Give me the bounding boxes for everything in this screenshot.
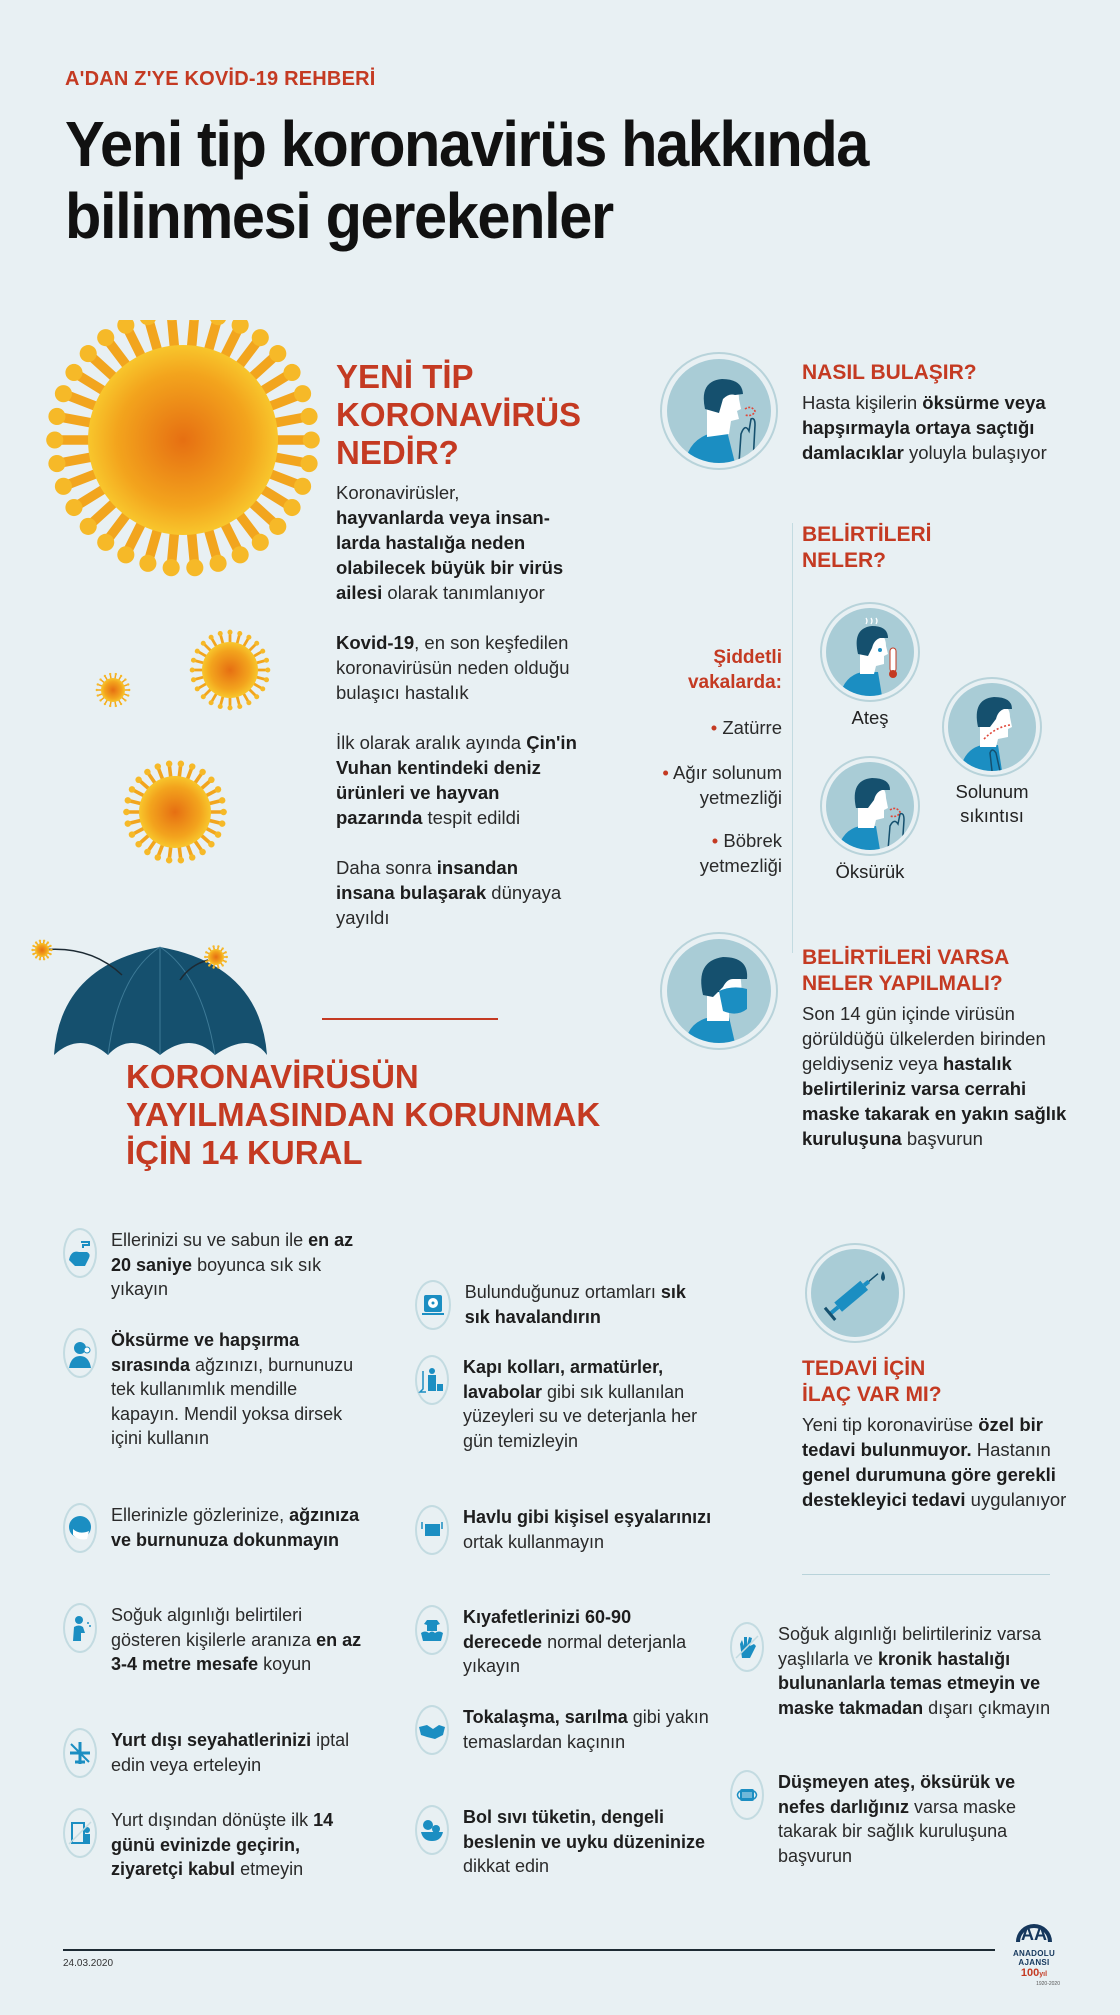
page-title-line2: bilinmesi gerekenler: [65, 180, 613, 252]
symptoms-heading: BELİRTİLERİ NELER?: [802, 523, 932, 572]
syringe-icon: [811, 1249, 899, 1337]
laundry-icon: [415, 1605, 449, 1655]
healthy-food-icon: [415, 1805, 449, 1855]
umbrella-illustration: [30, 935, 320, 1065]
brand-name: ANADOLU AJANSI: [1012, 1949, 1056, 1967]
what-is-p3: İlk olarak aralık ayında Çin'in Vuhan kentindeki deniz ürünleri ve hayvan pazarında tespit edildi: [336, 732, 577, 828]
transmission-heading: NASIL BULAŞIR?: [802, 361, 977, 384]
no-visitor-icon: [63, 1808, 97, 1858]
syringe-icon-circle: [805, 1243, 905, 1343]
what-is-p2: Kovid-19, en son keşfedilen koronavirüsün neden olduğu bulaşıcı hastalık: [336, 632, 570, 703]
red-divider: [322, 1018, 498, 1020]
aa-logo-icon: [1014, 1908, 1054, 1944]
treatment-divider: [802, 1574, 1050, 1575]
rule-item: Havlu gibi kişisel eşyalarınızı ortak kullanmayın: [415, 1505, 715, 1605]
symptoms-divider: [792, 523, 793, 953]
what-is-heading: YENİ TİP KORONAVİRÜS NEDİR?: [336, 358, 582, 471]
symptom-cough-circle: [820, 756, 920, 856]
what-is-section: [336, 358, 636, 930]
masked-person-icon: [667, 939, 771, 1043]
rule-item: Yurt dışı seyahatlerinizi iptal edin veya erteleyin: [63, 1728, 363, 1808]
severe-item: • Ağır solunum yetmezliği: [662, 762, 782, 808]
rule-item: Soğuk algınlığı belirtileri gösteren kişilerle aranıza en az 3-4 metre mesafe koyun: [63, 1603, 363, 1728]
fever-icon: [826, 608, 914, 696]
virus-illustration: [40, 320, 320, 920]
severe-item: • Böbrek yetmezliği: [699, 830, 782, 876]
kicker-label: A'DAN Z'YE KOVİD-19 REHBERİ: [65, 68, 376, 90]
virus-large-icon: [46, 320, 320, 576]
page-title: [65, 108, 995, 252]
treatment-text: Yeni tip koronavirüse özel bir tedavi bulunmuyor. Hastanın genel durumuna göre gerekli destekleyici tedavi uygulanıyor: [802, 1414, 1067, 1510]
rule-item: Kapı kolları, armatürler, lavabolar gibi sık kullanılan yüzeyleri su ve deterjanla her gün temizleyin: [415, 1355, 715, 1505]
footer-date: 24.03.2020: [63, 1958, 114, 1969]
virus-tiny-left-icon: [31, 940, 52, 961]
mask-icon-circle: [660, 932, 778, 1050]
rule-item: Ellerinizi su ve sabun ile en az 20 saniye boyunca sık sık yıkayın: [63, 1228, 363, 1328]
towel-icon: [415, 1505, 449, 1555]
handshake-icon: [415, 1705, 449, 1755]
rule-item: Yurt dışından dönüşte ilk 14 günü evinizde geçirin, ziyaretçi kabul etmeyin: [63, 1808, 363, 1882]
rule-item: Kıyafetlerinizi 60-90 derecede normal deterjanla yıkayın: [415, 1605, 715, 1705]
rule-item: Bol sıvı tüketin, dengeli beslenin ve uyku düzeninize dikkat edin: [415, 1805, 715, 1879]
page-title-line1: Yeni tip koronavirüs hakkında: [65, 108, 868, 180]
rule-item: Tokalaşma, sarılma gibi yakın temaslardan kaçının: [415, 1705, 715, 1805]
cough-person-icon: [667, 359, 771, 463]
symptom-fever-label: Ateş: [851, 707, 889, 728]
ventilation-icon: [415, 1280, 451, 1330]
symptom-breathing-circle: [942, 677, 1042, 777]
virus-small-icon: [96, 673, 131, 707]
treatment-heading: TEDAVİ İÇİN İLAÇ VAR MI?: [802, 1357, 942, 1406]
severe-cases-heading: Şiddetli vakalarda:: [687, 647, 782, 693]
treatment-section: [802, 1356, 1072, 1512]
if-symptoms-section: [802, 945, 1072, 1151]
symptom-fever-circle: [820, 602, 920, 702]
rules-column-1: [63, 1228, 363, 1882]
severe-item: • Zatürre: [710, 717, 782, 738]
distance-icon: [63, 1603, 97, 1653]
surgical-mask-icon: [730, 1770, 764, 1820]
virus-medium-icon: [190, 630, 271, 711]
anniversary-badge: 100yıl: [1020, 1967, 1048, 1979]
face-touch-icon: [63, 1503, 97, 1553]
hand-washing-icon: [63, 1228, 97, 1278]
symptom-breathing-label: Solunum sıkıntısı: [955, 781, 1029, 826]
symptom-cough-label: Öksürük: [835, 861, 905, 882]
virus-medium2-icon: [123, 761, 227, 864]
rule-item: Soğuk algınlığı belirtileriniz varsa yaşlılarla ve kronik hastalığı bulunanlarla temas etmeyin ve maske takmadan dışarı çıkmayın: [730, 1622, 1060, 1770]
sneeze-cover-icon: [63, 1328, 97, 1378]
what-is-p1: Koronavirüsler, hayvanlarda veya insan-larda hastalığa neden olabilecek büyük bir virüs ailesi olarak tanımlanıyor: [336, 482, 564, 603]
no-contact-hand-icon: [730, 1622, 764, 1672]
rule-item: Düşmeyen ateş, öksürük ve nefes darlığınız varsa maske takarak bir sağlık kuruluşuna başvurun: [730, 1770, 1060, 1868]
rules-column-2: [415, 1280, 715, 1879]
rule-item: Bulunduğunuz ortamları sık sık havalandırın: [415, 1280, 715, 1355]
rule-item: Öksürme ve hapşırma sırasında ağzınızı, burnunuzu tek kullanımlık mendille kapayın. Mendil yoksa dirsek içini kullanın: [63, 1328, 363, 1503]
transmission-icon-circle: [660, 352, 778, 470]
breathing-difficulty-icon: [948, 683, 1036, 771]
rules-heading: KORONAVİRÜSÜN YAYILMASINDAN KORUNMAK İÇİN 14 KURAL: [126, 1058, 601, 1171]
no-travel-icon: [63, 1728, 97, 1778]
cleaning-icon: [415, 1355, 449, 1405]
cough-icon: [826, 762, 914, 850]
footer-rule: [63, 1949, 995, 1951]
rules-column-3: [730, 1622, 1060, 1868]
anniversary-years: 1920-2020: [1036, 1981, 1060, 1987]
svg-text:AA: AA: [1021, 1924, 1047, 1944]
what-is-p4: Daha sonra insandan insana bulaşarak dünyaya yayıldı: [336, 857, 562, 928]
if-symptoms-heading: BELİRTİLERİ VARSA NELER YAPILMALI?: [802, 946, 1010, 995]
if-symptoms-text: Son 14 gün içinde virüsün görüldüğü ülkelerden birinden geldiyseniz veya hastalık belirtileriniz varsa cerrahi maske takarak en yakın sağlık kuruluşuna başvurun: [802, 1003, 1067, 1149]
anadolu-logo: [998, 1908, 1070, 1987]
severe-cases-list: [620, 645, 782, 878]
transmission-section: [802, 360, 1072, 465]
rule-item: Ellerinizle gözlerinize, ağzınıza ve burnunuza dokunmayın: [63, 1503, 363, 1603]
transmission-text: Hasta kişilerin öksürme veya hapşırmayla ortaya saçtığı damlacıklar yoluyla bulaşıyor: [802, 392, 1047, 463]
